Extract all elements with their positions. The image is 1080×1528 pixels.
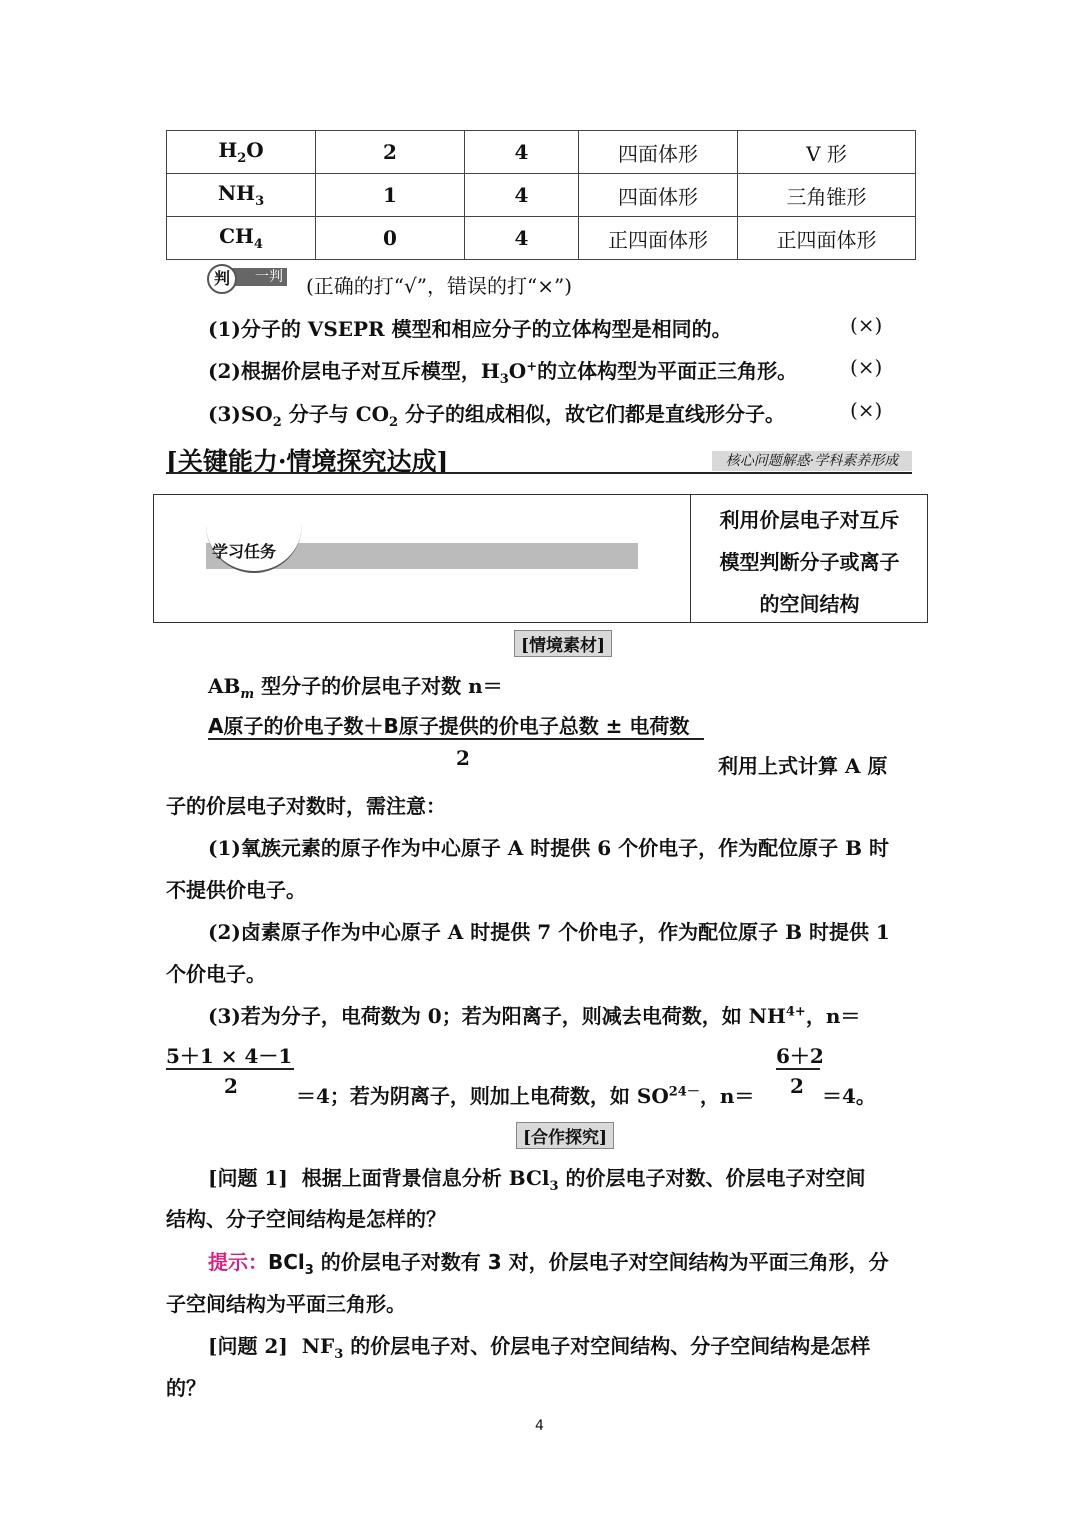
formula-numerator: A原子的价电子数＋B原子提供的价电子总数 ± 电荷数 — [208, 714, 690, 738]
task-label: 学习任务 — [212, 542, 277, 561]
table-row — [167, 174, 916, 217]
table-cell: 4 — [465, 131, 579, 174]
judge-badge-label: 一判 — [223, 268, 287, 286]
note-2a: (2)卤素原子作为中心原子 A 时提供 7 个价电子，作为配位原子 B 时提供 1 — [208, 920, 890, 944]
task-divider — [690, 495, 691, 622]
table-cell: 4 — [465, 217, 579, 260]
question-2-line2: 的？ — [166, 1376, 206, 1400]
table-cell: 四面体形 — [579, 174, 738, 217]
task-title-line: 的空间结构 — [759, 592, 860, 616]
table-cell: 1 — [316, 174, 465, 217]
vsepr-table — [166, 130, 916, 260]
note-3a: (3)若为分子，电荷数为 0；若为阳离子，则减去电荷数，如 $NH^{4+}$，n＝ — [208, 1004, 861, 1028]
table-row — [167, 217, 916, 260]
judge-mark-2: (×) — [850, 355, 883, 379]
judge-item-1: (1)分子的 VSEPR 模型和相应分子的立体构型是相同的。 — [208, 317, 732, 341]
formula-denominator: 2 — [456, 746, 470, 770]
judge-instruction: (正确的打“√”，错误的打“×”) — [306, 274, 573, 298]
table-cell: 0 — [316, 217, 465, 260]
section-title: [关键能力·情境探究达成] — [166, 447, 449, 476]
table-cell: 三角锥形 — [738, 174, 916, 217]
judge-item-2: (2)根据价层电子对互斥模型，$H_3O^+$的立体构型为平面正三角形。 — [208, 359, 798, 387]
coop-tag: [合作探究] — [516, 1122, 614, 1149]
table-cell: 正四面体形 — [738, 217, 916, 260]
question-2: [问题 2] $NF_3$ 的价层电子对、价层电子对空间结构、分子空间结构是怎样 — [208, 1334, 871, 1362]
fraction-line — [208, 738, 704, 740]
hint-1: 提示：BCl$_3$ 的价层电子对数有 3 对，价层电子对空间结构为平面三角形，分 — [208, 1250, 889, 1278]
table-cell: 正四面体形 — [579, 217, 738, 260]
fraction-1-line — [166, 1068, 294, 1070]
judge-mark-3: (×) — [850, 398, 883, 422]
question-1-line2: 结构、分子空间结构是怎样的？ — [166, 1207, 446, 1231]
table-cell: 4 — [465, 174, 579, 217]
judge-badge-icon: 判 — [207, 264, 237, 294]
table-cell: $H_2O$ — [167, 131, 316, 174]
section-divider — [166, 472, 912, 474]
table-row — [167, 131, 916, 174]
fraction-2-denominator: 2 — [790, 1074, 804, 1098]
table-cell: $CH_4$ — [167, 217, 316, 260]
fraction-1-denominator: 2 — [224, 1074, 238, 1098]
fraction-2-numerator: 6＋2 — [776, 1044, 824, 1068]
table-cell: V 形 — [738, 131, 916, 174]
formula-intro: $AB_m$ 型分子的价层电子对数 n＝ — [208, 674, 503, 702]
question-1: [问题 1] 根据上面背景信息分析 BCl$_3$ 的价层电子对数、价层电子对空间 — [208, 1166, 866, 1194]
after-fraction-text: 利用上式计算 A 原 — [718, 754, 888, 778]
note-1b: 不提供价电子。 — [166, 878, 306, 902]
note-3b-tail: ＝4。 — [822, 1084, 876, 1108]
note-1a: (1)氧族元素的原子作为中心原子 A 时提供 6 个价电子，作为配位原子 B 时 — [208, 836, 889, 860]
page-number: 4 — [535, 1418, 544, 1434]
task-box — [153, 494, 928, 623]
hint-1-line2: 子空间结构为平面三角形。 — [166, 1292, 406, 1316]
task-title — [694, 499, 925, 625]
task-title-line: 模型判断分子或离子 — [719, 550, 900, 574]
table-cell: $NH_3$ — [167, 174, 316, 217]
task-title-line: 利用价层电子对互斥 — [719, 508, 900, 532]
section-subtitle: 核心问题解惑·学科素养形成 — [712, 451, 912, 471]
judge-mark-1: (×) — [850, 313, 883, 337]
fraction-1-numerator: 5＋1 × 4－1 — [166, 1044, 293, 1068]
judge-badge — [207, 264, 287, 288]
note-3b: ＝4；若为阴离子，则加上电荷数，如 $SO^{24-}$，n＝ — [296, 1084, 755, 1108]
note-2b: 个价电子。 — [166, 962, 266, 986]
table-cell: 2 — [316, 131, 465, 174]
material-line2: 子的价层电子对数时，需注意： — [166, 794, 446, 818]
fraction-2-line — [776, 1068, 820, 1070]
table-cell: 四面体形 — [579, 131, 738, 174]
judge-item-3: $(3)SO_2$ 分子与 $CO_2$ 分子的组成相似，故它们都是直线形分子。 — [208, 402, 786, 430]
material-tag: [情境素材] — [514, 630, 612, 657]
